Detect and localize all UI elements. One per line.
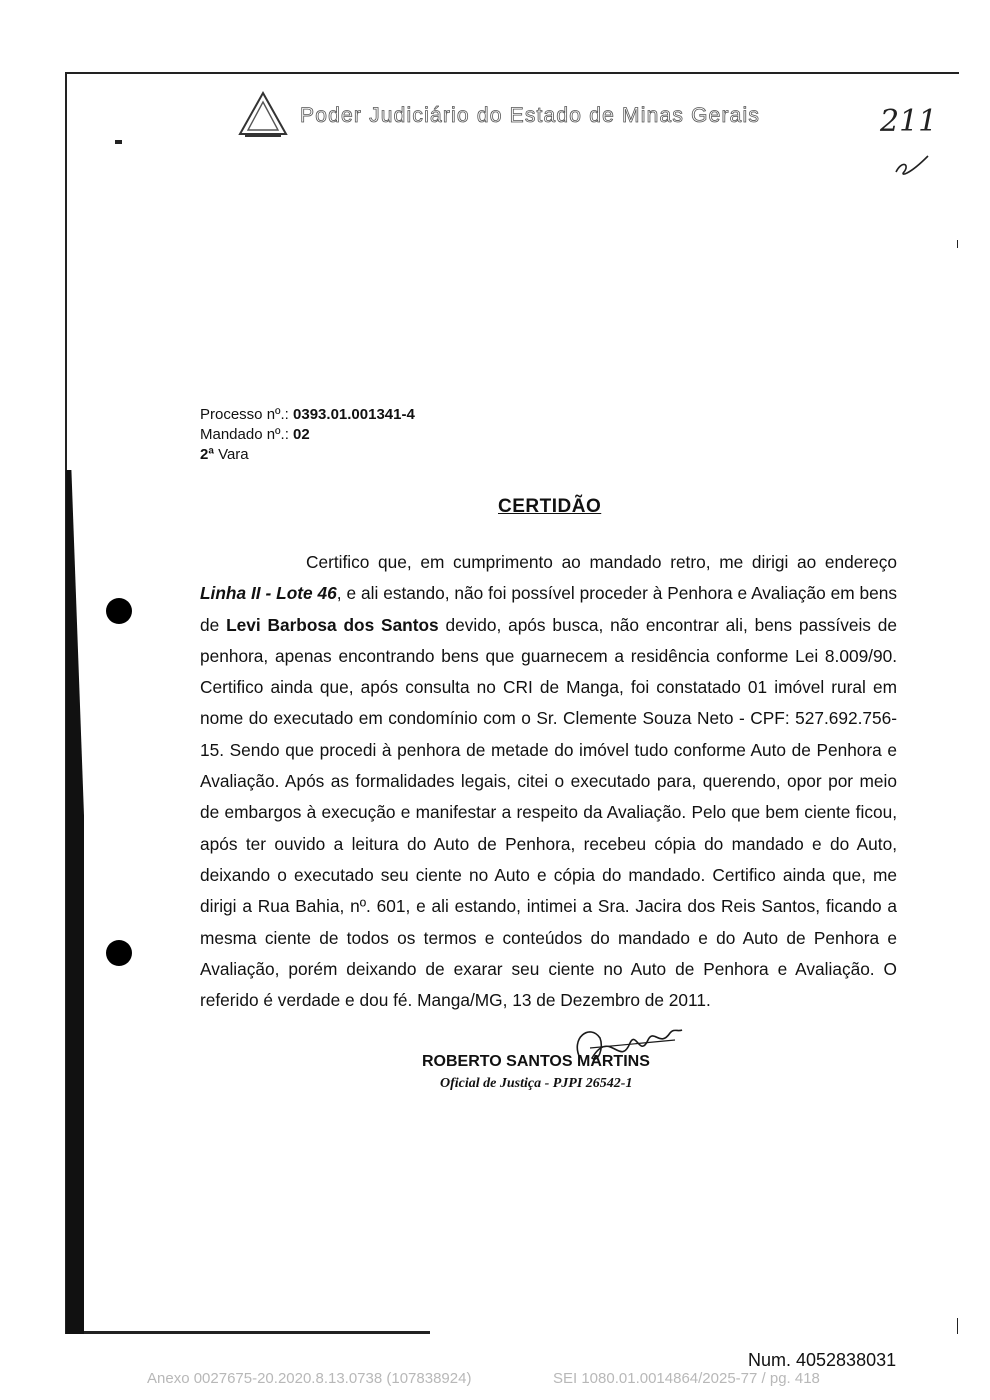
court-division-label: Vara <box>218 446 249 463</box>
coat-of-arms-logo-icon <box>237 90 289 138</box>
binding-shadow <box>66 470 84 1334</box>
scan-speck <box>957 1318 958 1334</box>
address-text: Linha II - Lote 46 <box>200 583 337 604</box>
court-division-line <box>200 446 249 463</box>
signatory-name: ROBERTO SANTOS MARTINS <box>422 1053 650 1070</box>
scan-speck <box>115 140 122 144</box>
institution-header: Poder Judiciário do Estado de Minas Gerais <box>300 104 761 127</box>
warrant-value: 02 <box>293 426 310 443</box>
document-number: Num. 4052838031 <box>748 1350 897 1370</box>
warrant-label: Mandado nº.: <box>200 426 289 443</box>
body-part-2: , e ali estando, não foi possível proceder à Penhora e Avaliação em bens de <box>200 583 897 635</box>
debtor-name: Levi Barbosa dos Santos <box>226 614 439 635</box>
process-value: 0393.01.001341-4 <box>293 406 415 423</box>
sei-reference: SEI 1080.01.0014864/2025-77 / pg. 418 <box>553 1370 820 1387</box>
signatory-role: Oficial de Justiça - PJPI 26542-1 <box>440 1076 633 1091</box>
warrant-number-line <box>200 426 310 443</box>
process-label: Processo nº.: <box>200 406 289 423</box>
punch-hole-top <box>106 598 132 624</box>
folio-number: 211 <box>880 104 938 139</box>
court-division-number: 2ª <box>200 446 214 463</box>
scan-frame-bottom <box>65 1331 430 1334</box>
body-part-3: devido, após busca, não encontrar ali, bens passíveis de penhora, apenas encontrando bens que guarnecem a residência conforme Lei 8.009/90. Certifico ainda que, após consulta no CRI de Manga, foi constatado 01 imóvel rural em nome do executado em condomínio com o Sr. Clemente Souza Neto - CPF: 527.692.756-15. Sendo que procedi à penhora de metade do imóvel tudo conforme Auto de Penhora e Avaliação. Após as formalidades legais, citei o executado para, querendo, opor por meio de embargos à execução e manifestar a respeito da Avaliação. Pelo que bem ciente ficou, após ter ouvido a leitura do Auto de Penhora, recebeu cópia do mandado e do Auto, deixando o executado seu ciente no Auto e cópia do mandado. Certifico ainda que, me dirigi a Rua Bahia, nº. 601, e ali estando, intimei a Sra. Jacira dos Reis Santos, ficando a mesma ciente de todos os termos e conteúdos do mandado e do Auto de Penhora e Avaliação, porém deixando de exarar seu ciente no Auto de Penhora e Avaliação. O referido é verdade e dou fé. Manga/MG, 13 de Dezembro de 2011. <box>200 614 897 1011</box>
body-part-1: Certifico que, em cumprimento ao mandado retro, me dirigi ao endereço <box>306 552 897 572</box>
annex-reference: Anexo 0027675-20.2020.8.13.0738 (107838924) <box>147 1370 472 1387</box>
certificate-body <box>200 547 897 1016</box>
scan-speck <box>957 240 958 248</box>
scan-frame-top <box>66 72 959 74</box>
punch-hole-bottom <box>106 940 132 966</box>
document-title: CERTIDÃO <box>498 496 602 517</box>
initials-mark-icon <box>892 150 932 180</box>
process-number-line <box>200 406 415 423</box>
